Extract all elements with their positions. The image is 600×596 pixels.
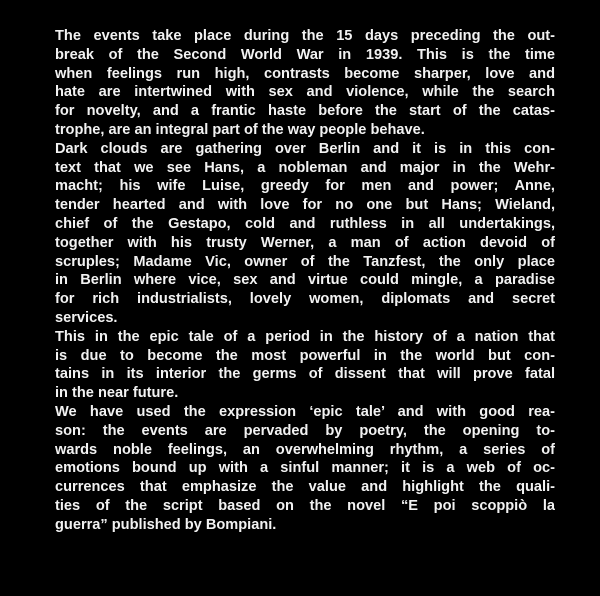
text-line: services. (55, 309, 118, 326)
text-line: tender hearted and with love for no one but Hans; Wieland, (55, 197, 555, 214)
text-line: macht; his wife Luise, greedy for men and power; Anne, (55, 178, 555, 195)
text-line: break of the Second World War in 1939. This is the time (55, 46, 555, 63)
text-line: scruples; Madame Vic, owner of the Tanzfest, the only place (55, 253, 555, 270)
text-line: trophe, are an integral part of the way people behave. (55, 121, 425, 138)
text-line: in Berlin where vice, sex and virtue could mingle, a paradise (55, 272, 555, 289)
text-line: wards noble feelings, an overwhelming rhythm, a series of (55, 441, 555, 458)
text-line: for novelty, and a frantic haste before the start of the catas- (55, 103, 555, 120)
text-line: chief of the Gestapo, cold and ruthless in all undertakings, (55, 215, 555, 232)
text-line: son: the events are pervaded by poetry, the opening to- (55, 422, 555, 439)
text-line: text that we see Hans, a nobleman and major in the Wehr- (55, 159, 555, 176)
text-line: for rich industrialists, lovely women, diplomats and secret (55, 291, 555, 308)
text-line: is due to become the most powerful in the world but con- (55, 347, 555, 364)
text-line: We have used the expression ‘epic tale’ and with good rea- (55, 403, 555, 420)
text-line: in the near future. (55, 385, 179, 402)
text-line: when feelings run high, contrasts become sharper, love and (55, 65, 555, 82)
text-line: hate are intertwined with sex and violence, while the search (55, 84, 555, 101)
text-line: currences that emphasize the value and highlight the quali- (55, 479, 555, 496)
text-line: The events take place during the 15 days preceding the out- (55, 28, 555, 44)
text-line: Dark clouds are gathering over Berlin and it is in this con- (55, 140, 555, 157)
text-line: ties of the script based on the novel “E poi scoppiò la (55, 497, 555, 514)
body-text (55, 27, 555, 535)
text-line: This in the epic tale of a period in the history of a nation that (55, 328, 555, 345)
text-line: tains in its interior the germs of dissent that will prove fatal (55, 366, 555, 383)
text-line: emotions bound up with a sinful manner; it is a web of oc- (55, 460, 555, 477)
text-line: guerra” published by Bompiani. (55, 516, 277, 533)
text-line: together with his trusty Werner, a man of action devoid of (55, 234, 555, 251)
